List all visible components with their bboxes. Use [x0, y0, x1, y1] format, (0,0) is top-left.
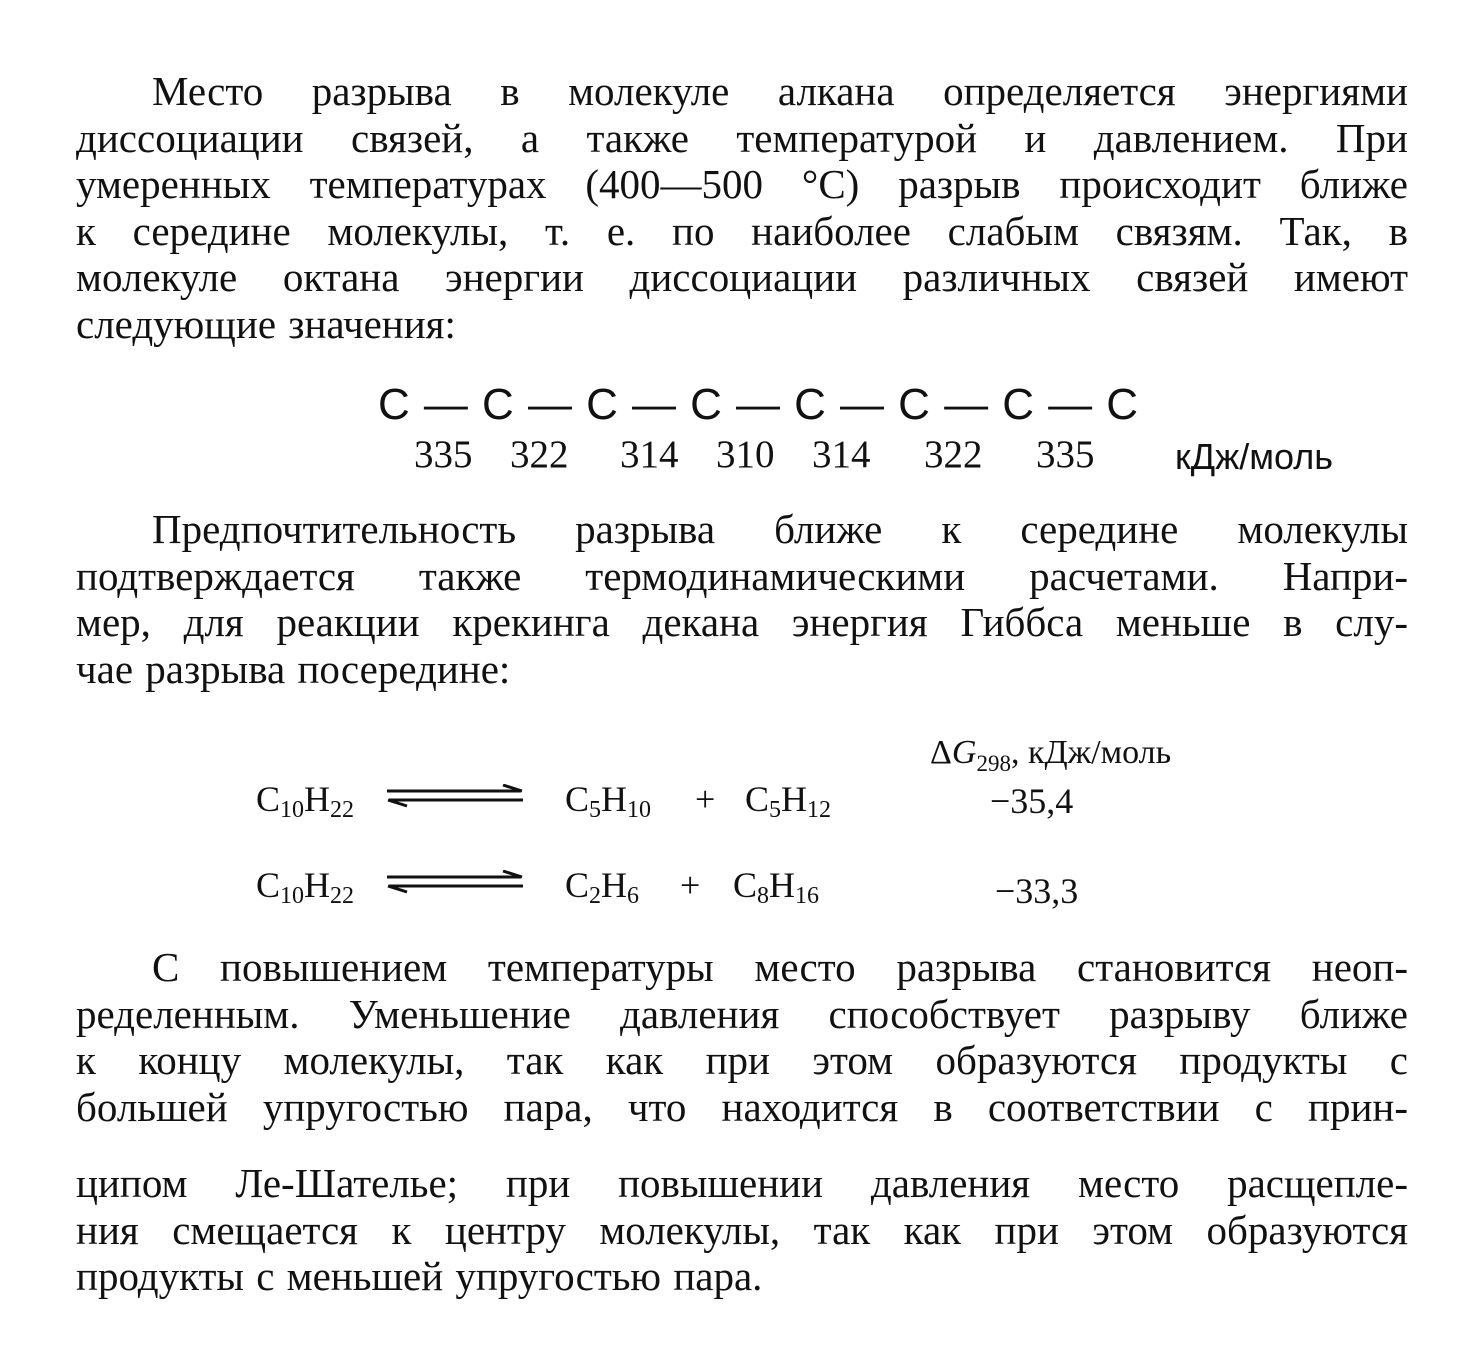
bond-dash: —	[840, 380, 885, 429]
reaction-2-product-1: $C_2H_6$	[565, 865, 640, 909]
paragraph-1	[76, 68, 1408, 347]
text-line: большей упругостью пара, что находится в соответствии с прин-	[76, 1083, 1408, 1130]
text-line: умеренных температурах (400—500 °С) разрыв происходит ближе	[76, 161, 1408, 207]
bond-dash: —	[423, 380, 468, 429]
reaction-1-reactant: $C_{10}H_{22}$	[256, 779, 355, 823]
text-line: ределенным. Уменьшение давления способствует разрыву ближе	[76, 990, 1408, 1037]
gibbs-value: −35,4	[990, 781, 1074, 821]
bond-energy: 322	[924, 433, 983, 476]
paragraph-4	[76, 1160, 1408, 1300]
delta-symbol: Δ	[930, 734, 952, 771]
carbon-atom: С	[1106, 380, 1138, 429]
bond-dash: —	[631, 380, 676, 429]
bond-dash: —	[944, 380, 989, 429]
carbon-atom: С	[794, 380, 826, 429]
carbon-atom: С	[1002, 380, 1034, 429]
gibbs-subscript: 298	[976, 750, 1011, 776]
gibbs-header	[930, 734, 1171, 777]
carbon-atom: С	[690, 380, 722, 429]
equilibrium-arrow-icon	[385, 870, 525, 894]
bond-energy: 335	[1036, 433, 1095, 476]
text-line: продукты с меньшей упругостью пара.	[76, 1253, 763, 1299]
text-line: Предпочтительность разрыва ближе к середине молекулы	[152, 506, 1408, 552]
text-line: молекуле октана энергии диссоциации различных связей имеют	[76, 254, 1408, 300]
carbon-atom: С	[378, 380, 410, 429]
text-line: ния смещается к центру молекулы, так как при этом образуются	[76, 1206, 1408, 1253]
plus-sign: +	[695, 779, 716, 819]
reaction-1-product-2: $C_5H_{12}$	[745, 779, 832, 823]
bond-energy: 314	[812, 433, 871, 476]
equilibrium-arrow-icon	[385, 784, 525, 808]
reaction-2-reactant: $C_{10}H_{22}$	[256, 865, 355, 909]
energy-unit: кДж/моль	[1175, 436, 1333, 477]
bond-dash: —	[736, 380, 780, 429]
text-line: подтверждается также термодинамическими расчетами. Напри-	[76, 552, 1408, 599]
reaction-2-product-2: $C_8H_{16}$	[733, 865, 820, 909]
reaction-1-product-1: $C_5H_{10}$	[565, 779, 652, 823]
carbon-atom: С	[482, 380, 514, 429]
text-line: к концу молекулы, так как при этом образуются продукты с	[76, 1037, 1408, 1083]
gibbs-value: −33,3	[995, 871, 1079, 911]
bond-energy: 322	[510, 433, 569, 476]
text-line: следующие значения:	[76, 300, 456, 347]
bond-energy: 314	[620, 433, 679, 476]
bond-energy: 310	[716, 433, 775, 476]
gibbs-symbol: G	[951, 734, 977, 771]
bond-energy: 335	[414, 433, 473, 476]
gibbs-unit: , кДж/моль	[1010, 734, 1172, 771]
text-line: диссоциации связей, а также температурой и давлением. При	[76, 114, 1408, 161]
text-line: Место разрыва в молекуле алкана определяется энергиями	[152, 68, 1408, 114]
paragraph-2	[76, 506, 1408, 692]
text-line: чае разрыва посередине:	[76, 645, 511, 692]
carbon-atom: С	[586, 380, 618, 429]
bond-dash: —	[1048, 380, 1093, 429]
text-line: мер, для реакции крекинга декана энергия Гиббса меньше в слу-	[76, 599, 1408, 645]
text-line: к середине молекулы, т. е. по наиболее слабым связям. Так, в	[76, 207, 1408, 254]
plus-sign: +	[680, 865, 701, 905]
paragraph-3	[76, 944, 1408, 1130]
carbon-atom: С	[898, 380, 930, 429]
octane-chain	[378, 380, 1138, 430]
bond-dash: —	[527, 380, 572, 429]
text-line: С повышением температуры место разрыва становится неоп-	[152, 944, 1408, 990]
text-line: ципом Ле-Шателье; при повышении давления место расщепле-	[76, 1160, 1408, 1206]
